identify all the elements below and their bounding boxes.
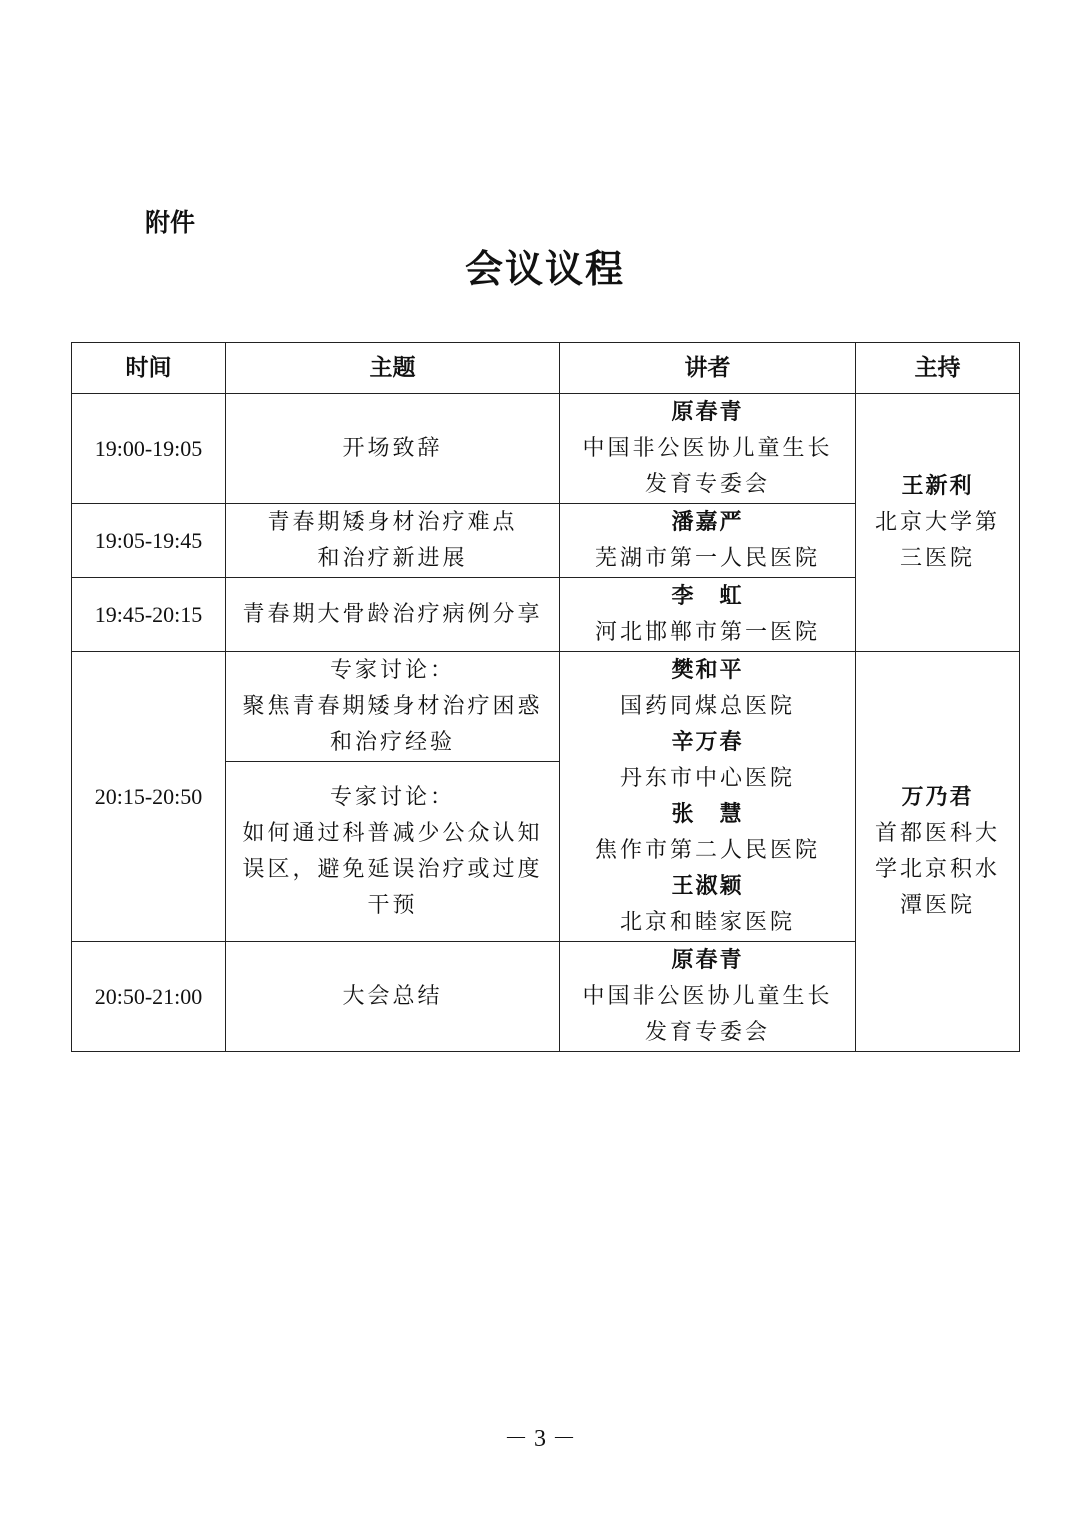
header-speaker: 讲者: [560, 343, 856, 394]
host-org: 北京大学第: [874, 509, 1000, 535]
speaker-org: 芜湖市第一人民医院: [594, 545, 820, 571]
speaker-name: 李 虹: [671, 583, 744, 609]
speaker-cell: [560, 942, 856, 1052]
topic-line: 如何通过科普减少公众认知: [242, 820, 543, 846]
time-cell: 19:00-19:05: [72, 394, 226, 504]
speaker-name: 辛万春: [671, 729, 744, 755]
topic-line: 青春期矮身材治疗难点: [267, 509, 518, 535]
page-number: － 3 －: [504, 1426, 576, 1452]
speaker-org: 国药同煤总医院: [619, 693, 795, 719]
speaker-name: 樊和平: [671, 657, 744, 683]
speaker-org: 北京和睦家医院: [619, 909, 795, 935]
topic-line: 专家讨论：: [329, 657, 455, 683]
topic-line: 青春期大骨龄治疗病例分享: [242, 601, 543, 627]
speaker-cell: [560, 394, 856, 504]
speaker-org: 丹东市中心医院: [619, 765, 795, 791]
time-cell: 19:05-19:45: [72, 504, 226, 578]
host-org: 三医院: [899, 545, 975, 571]
topic-cell: [226, 762, 560, 942]
speaker-cell: [560, 578, 856, 652]
speaker-org: 中国非公医协儿童生长: [582, 435, 833, 461]
host-org: 首都医科大: [874, 820, 1000, 846]
speaker-name: 原春青: [671, 399, 744, 425]
header-row: [72, 343, 1020, 394]
speaker-org: 中国非公医协儿童生长: [582, 983, 833, 1009]
header-topic: 主题: [226, 343, 560, 394]
host-name: 万乃君: [901, 784, 974, 810]
topic-line: 专家讨论：: [329, 784, 455, 810]
time-cell: 19:45-20:15: [72, 578, 226, 652]
topic-line: 大会总结: [342, 983, 443, 1009]
host-name: 王新利: [901, 473, 974, 499]
speaker-cell: [560, 504, 856, 578]
speaker-name: 张 慧: [671, 801, 744, 827]
time-cell: 20:15-20:50: [72, 652, 226, 942]
page-title: 会议议程: [464, 247, 625, 291]
host-org: 潭医院: [899, 892, 975, 918]
header-host: 主持: [856, 343, 1020, 394]
table-row: [72, 652, 1020, 762]
speaker-org: 发育专委会: [644, 1019, 770, 1045]
table-row: [72, 394, 1020, 504]
speaker-name: 王淑颖: [671, 873, 744, 899]
topic-cell: [226, 652, 560, 762]
agenda-table: [71, 342, 1020, 1052]
header-time: 时间: [72, 343, 226, 394]
topic-line: 聚焦青春期矮身材治疗困惑: [242, 693, 543, 719]
attachment-label: 附件: [145, 208, 196, 237]
topic-cell: [226, 578, 560, 652]
topic-line: 开场致辞: [342, 435, 443, 461]
topic-line: 误区，避免延误治疗或过度: [242, 856, 543, 882]
speaker-cell: [560, 652, 856, 942]
topic-line: 和治疗经验: [329, 729, 455, 755]
topic-cell: [226, 504, 560, 578]
topic-cell: [226, 394, 560, 504]
time-cell: 20:50-21:00: [72, 942, 226, 1052]
speaker-org: 河北邯郸市第一医院: [594, 619, 820, 645]
host-cell: [856, 394, 1020, 652]
host-cell: [856, 652, 1020, 1052]
speaker-name: 潘嘉严: [671, 509, 744, 535]
topic-line: 干预: [367, 892, 418, 918]
topic-cell: [226, 942, 560, 1052]
speaker-org: 发育专委会: [644, 471, 770, 497]
speaker-org: 焦作市第二人民医院: [594, 837, 820, 863]
topic-line: 和治疗新进展: [317, 545, 468, 571]
host-org: 学北京积水: [874, 856, 1000, 882]
speaker-name: 原春青: [671, 947, 744, 973]
